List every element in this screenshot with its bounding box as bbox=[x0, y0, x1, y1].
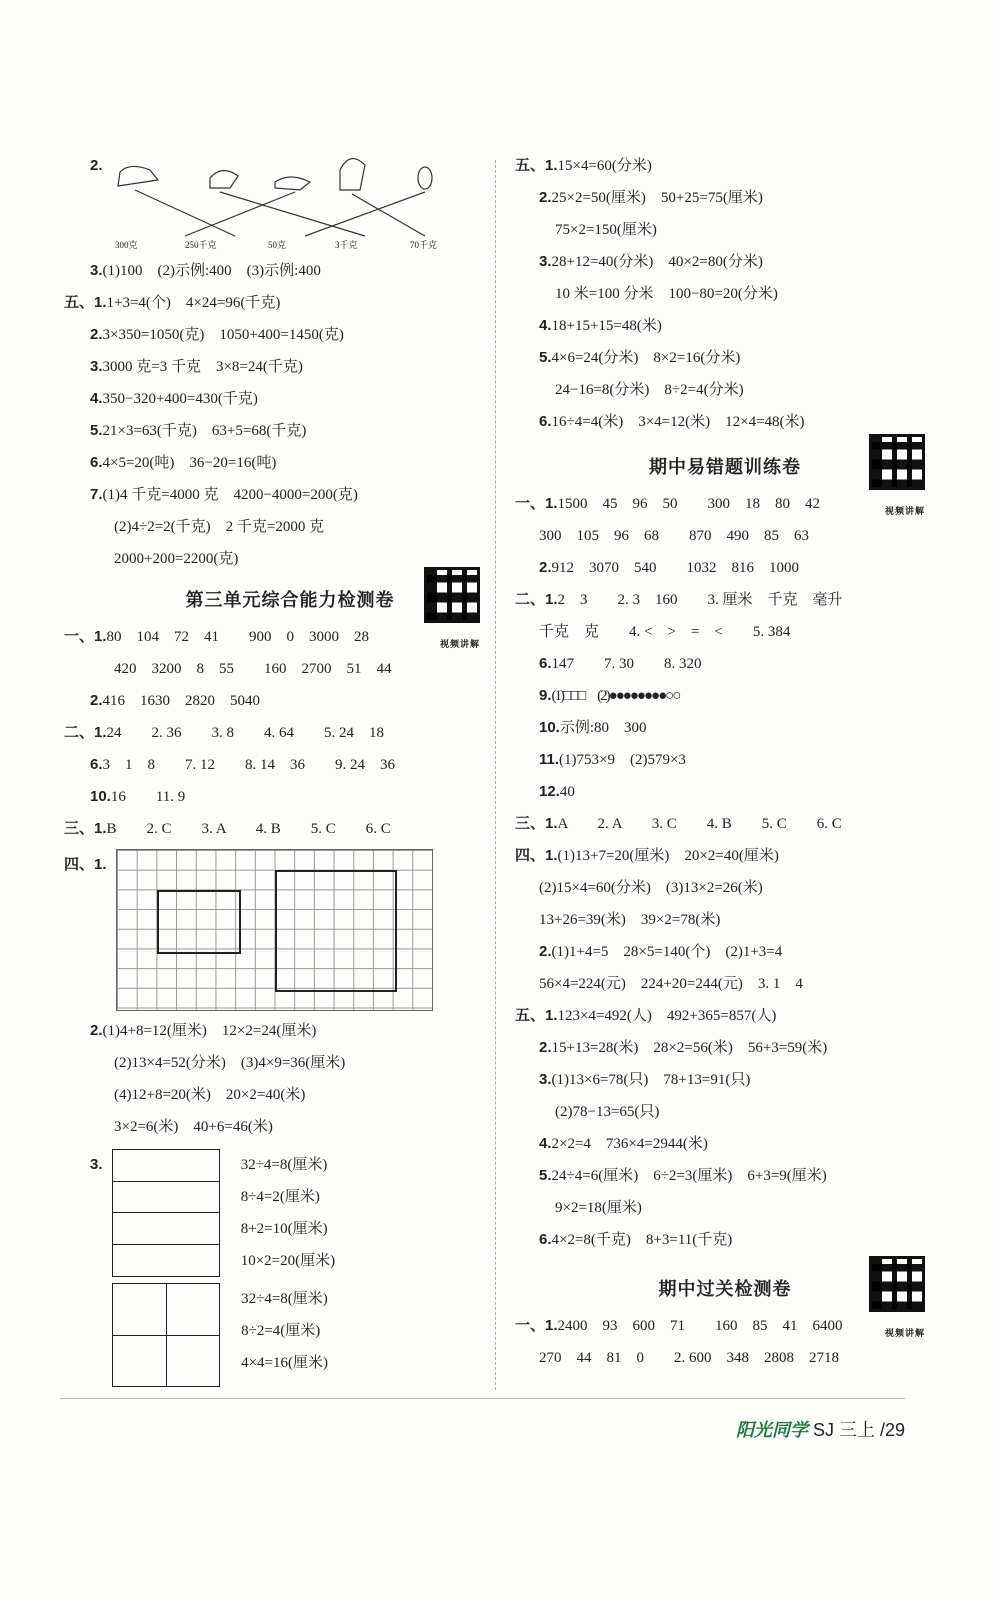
answer-line: 13+26=39(米) 39×2=78(米) bbox=[539, 912, 721, 928]
qr-label: 视频讲解 bbox=[439, 640, 480, 650]
answers-right-b bbox=[515, 488, 935, 1256]
page-footer bbox=[736, 1416, 905, 1442]
answer-line: 3.28+12=40(分米) 40×2=80(分米) bbox=[539, 253, 763, 270]
qr-code-icon[interactable] bbox=[869, 434, 925, 490]
answer-line: 2.25×2=50(厘米) 50+25=75(厘米) bbox=[539, 189, 763, 206]
answers-right-a bbox=[515, 150, 935, 438]
answer-line: 75×2=150(厘米) bbox=[555, 222, 657, 238]
answer-line: 4.350−320+400=430(千克) bbox=[90, 390, 258, 407]
section-title-unit3: 第三单元综合能力检测卷 视频讲解 bbox=[90, 581, 490, 621]
animal-matching-figure: 2. 300克 250千克 50克 3千克 70千克 bbox=[90, 150, 490, 210]
answer-line: 三、1.B 2. C 3. A 4. B 5. C 6. C bbox=[64, 820, 391, 837]
rectangle-figure-b bbox=[112, 1283, 220, 1387]
answers-block-b bbox=[64, 621, 490, 845]
answer-line: 3.(1)100 (2)示例:400 (3)示例:400 bbox=[90, 262, 321, 279]
answer-line: 11.(1)753×9 (2)579×3 bbox=[539, 751, 686, 768]
calc-line: 8÷2=4(厘米) bbox=[241, 1323, 321, 1339]
qr-code-icon[interactable] bbox=[424, 567, 480, 623]
answer-line: 6.4×2=8(千克) 8+3=11(千克) bbox=[539, 1231, 733, 1248]
answer-line: 3×2=6(米) 40+6=46(米) bbox=[114, 1119, 273, 1135]
answer-line: 五、1.15×4=60(分米) bbox=[515, 157, 652, 174]
answer-line: 10 米=100 分米 100−80=20(分米) bbox=[555, 286, 778, 302]
qr-code-icon[interactable] bbox=[869, 1256, 925, 1312]
answer-line: (2)13×4=52(分米) (3)4×9=36(厘米) bbox=[114, 1055, 346, 1071]
answer-line: 3.(1)13×6=78(只) 78+13=91(只) bbox=[539, 1071, 751, 1088]
weight-label-4: 3千克 bbox=[335, 240, 358, 250]
answer-line: (2)78−13=65(只) bbox=[555, 1104, 660, 1120]
answer-line: 五、1.123×4=492(人) 492+365=857(人) bbox=[515, 1007, 777, 1024]
rect-answer-a: 3. 32÷4=8(厘米) 8÷4=2(厘米) 8+2=10(厘米) 10×2=20(厘米) bbox=[90, 1149, 490, 1277]
answer-line: 5.4×6=24(分米) 8×2=16(分米) bbox=[539, 349, 741, 366]
answer-line: 2.(1)1+4=5 28×5=140(个) (2)1+3=4 bbox=[539, 943, 783, 960]
calc-line: 10×2=20(厘米) bbox=[240, 1253, 336, 1269]
section-title-midterm-errors: 期中易错题训练卷 视频讲解 bbox=[515, 448, 935, 488]
answer-line: 420 3200 8 55 160 2700 51 44 bbox=[114, 661, 392, 677]
brand-logo: 阳光同学 bbox=[735, 1420, 808, 1440]
answer-line: 7.(1)4 千克=4000 克 4200−4000=200(克) bbox=[90, 486, 358, 503]
answer-line: 三、1.A 2. A 3. C 4. B 5. C 6. C bbox=[515, 815, 842, 832]
answer-line: 五、1.1+3=4(个) 4×24=96(千克) bbox=[64, 294, 281, 311]
weight-label-2: 250千克 bbox=[185, 240, 217, 250]
rectangle-figure-a bbox=[112, 1149, 220, 1277]
left-column bbox=[64, 150, 490, 1387]
answer-line: 12.40 bbox=[539, 783, 575, 800]
qr-label: 视频讲解 bbox=[884, 507, 925, 517]
answer-line: 2.(1)4+8=12(厘米) 12×2=24(厘米) bbox=[90, 1022, 317, 1039]
answer-line: 2000+200=2200(克) bbox=[114, 551, 239, 567]
answers-block-c bbox=[90, 1015, 490, 1143]
answer-line: 4.2×2=4 736×4=2944(米) bbox=[539, 1135, 708, 1152]
answer-line: 10.示例:80 300 bbox=[539, 719, 647, 736]
answer-line: 56×4=224(元) 224+20=244(元) 3. 1 4 bbox=[539, 976, 803, 992]
answer-line: 二、1.24 2. 36 3. 8 4. 64 5. 24 18 bbox=[64, 724, 385, 741]
grid-rectangle-1 bbox=[157, 890, 241, 954]
answer-line: 5.21×3=63(千克) 63+5=68(千克) bbox=[90, 422, 307, 439]
right-column bbox=[515, 150, 935, 1374]
answer-line: 3.3000 克=3 千克 3×8=24(千克) bbox=[90, 358, 303, 375]
answer-line: 9×2=18(厘米) bbox=[555, 1200, 642, 1216]
weight-label-3: 50克 bbox=[268, 240, 287, 250]
calc-line: 32÷4=8(厘米) bbox=[240, 1157, 328, 1173]
answer-line: 6.147 7. 30 8. 320 bbox=[539, 655, 702, 672]
answer-line: 千克 克 4. < > = < 5. 384 bbox=[539, 624, 791, 640]
rect-answer-b bbox=[90, 1283, 490, 1387]
answer-line: 四、1.(1)13+7=20(厘米) 20×2=40(厘米) bbox=[515, 847, 779, 864]
answer-line: 二、1.2 3 2. 3 160 3. 厘米 千克 毫升 bbox=[515, 591, 843, 608]
answer-line: 2.15+13=28(米) 28×2=56(米) 56+3=59(米) bbox=[539, 1039, 828, 1056]
answer-line: 6.4×5=20(吨) 36−20=16(吨) bbox=[90, 454, 277, 471]
page-number: SJ 三上 /29 bbox=[812, 1420, 905, 1440]
answer-line: 6.16÷4=4(米) 3×4=12(米) 12×4=48(米) bbox=[539, 413, 805, 430]
answer-line: (4)12+8=20(米) 20×2=40(米) bbox=[114, 1087, 306, 1103]
answer-line: 10.16 11. 9 bbox=[90, 788, 186, 805]
answer-line: 9.(1)□□□ (2)●●●●●●●●○○ bbox=[539, 687, 680, 704]
answer-line: 4.18+15+15=48(米) bbox=[539, 317, 662, 334]
answer-line: 2.3×350=1050(克) 1050+400=1450(克) bbox=[90, 326, 344, 343]
weight-label-1: 300克 bbox=[115, 240, 138, 250]
section-title-midterm-pass: 期中过关检测卷 视频讲解 bbox=[515, 1270, 935, 1310]
calc-line: 4×4=16(厘米) bbox=[241, 1355, 329, 1371]
calc-line: 8÷4=2(厘米) bbox=[240, 1189, 320, 1205]
grid-rectangle-2 bbox=[275, 870, 397, 992]
grid-answer: 四、1. bbox=[64, 849, 490, 1011]
calc-line: 8+2=10(厘米) bbox=[240, 1221, 328, 1237]
answer-line: 2.912 3070 540 1032 816 1000 bbox=[539, 559, 800, 576]
answer-line: 6.3 1 8 7. 12 8. 14 36 9. 24 36 bbox=[90, 756, 396, 773]
answer-line: 24−16=8(分米) 8÷2=4(分米) bbox=[555, 382, 744, 398]
weight-label-5: 70千克 bbox=[410, 240, 438, 250]
answer-line: 270 44 81 0 2. 600 348 2808 2718 bbox=[539, 1350, 840, 1366]
answer-line: 一、1.80 104 72 41 900 0 3000 28 bbox=[64, 628, 370, 645]
answer-line: 2.416 1630 2820 5040 bbox=[90, 692, 261, 709]
calc-line: 32÷4=8(厘米) bbox=[241, 1291, 328, 1307]
animal-weight-lines bbox=[90, 150, 450, 260]
drawing-grid bbox=[116, 849, 433, 1011]
footer-rule bbox=[60, 1398, 905, 1399]
answer-line: 一、1.1500 45 96 50 300 18 80 42 bbox=[515, 495, 821, 512]
answer-line: 5.24÷4=6(厘米) 6÷2=3(厘米) 6+3=9(厘米) bbox=[539, 1167, 827, 1184]
answers-right-c bbox=[515, 1310, 935, 1374]
answer-line: 300 105 96 68 870 490 85 63 bbox=[539, 528, 810, 544]
answer-line: (2)15×4=60(分米) (3)13×2=26(米) bbox=[539, 880, 763, 896]
column-divider bbox=[495, 160, 496, 1390]
qr-label: 视频讲解 bbox=[884, 1329, 925, 1339]
answers-block-a bbox=[64, 255, 490, 575]
answer-line: 一、1.2400 93 600 71 160 85 41 6400 bbox=[515, 1317, 843, 1334]
answer-line: (2)4÷2=2(千克) 2 千克=2000 克 bbox=[114, 519, 325, 535]
